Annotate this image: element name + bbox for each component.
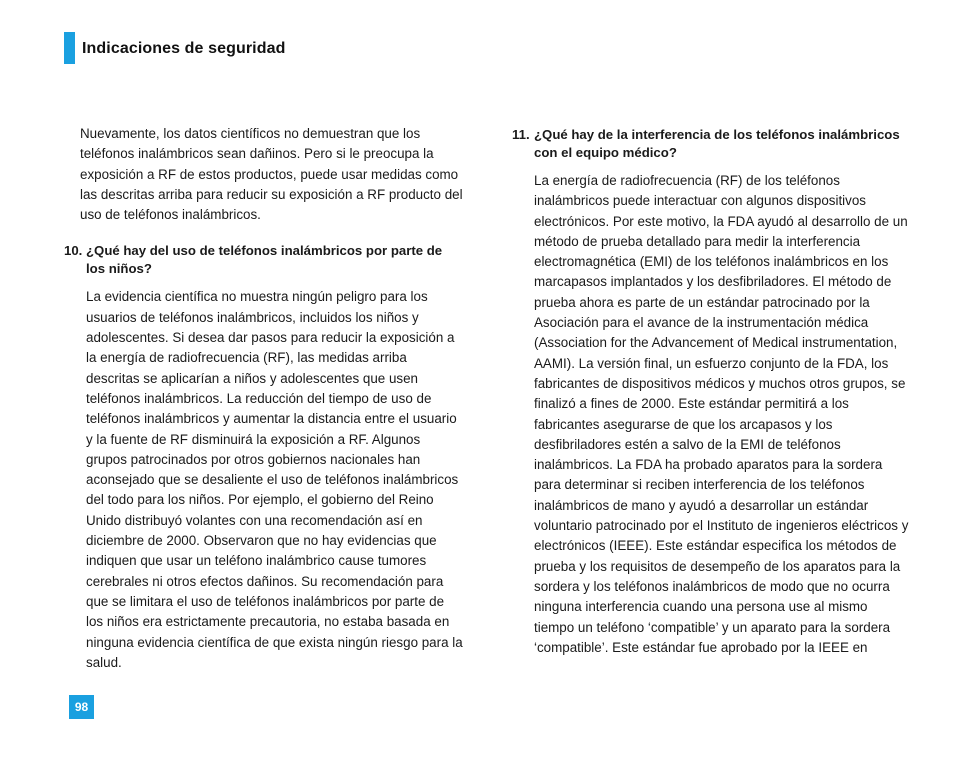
question-heading: ¿Qué hay del uso de teléfonos inalámbricos por parte de los niños? (86, 243, 443, 277)
section-accent-bar (64, 32, 75, 64)
page-number-badge: 98 (69, 695, 94, 719)
answer-paragraph: La evidencia científica no muestra ningún peligro para los usuarios de teléfonos inalámbricos, incluidos los niños y adolescentes. Si desea dar pasos para reducir la exposición a la energía de radiofrecuencia (RF), las medidas arriba descritas se aplicarían a niños y adolescentes que usen teléfonos inalámbricos. La reducción del tiempo de uso de teléfonos inalámbricos y aumentar la distancia entre el usuario y la fuente de RF disminuirá la exposición a RF. Algunos grupos patrocinados por otros gobiernos nacionales han aconsejado que se desaliente el uso de teléfonos inalámbricos del todo para los niños. Por ejemplo, el gobierno del Reino Unido distribuyó volantes con una recomendación así en diciembre de 2000. Observaron que no hay evidencias que indiquen que usar un teléfono inalámbrico cause tumores cerebrales ni otros efectos dañinos. Su recomendación para que se limitara el uso de teléfonos inalámbricos por parte de los niños era estrictamente precautoria, no estaba basada en ninguna evidencia científica de que exista ningún riesgo para la salud. (86, 289, 463, 670)
section-title: Indicaciones de seguridad (82, 40, 286, 57)
question-11 (512, 126, 910, 162)
question-number: 11. (512, 127, 530, 142)
intro-paragraph: Nuevamente, los datos científicos no demuestran que los teléfonos inalámbricos sean dañinos. Pero si le preocupa la exposición a RF de estos productos, puede usar medidas como las descritas arriba para reducir su exposición a RF producto del uso de teléfonos inalámbricos. (80, 126, 463, 223)
right-column (512, 124, 910, 658)
question-number: 10. (64, 243, 83, 259)
left-column (64, 124, 464, 673)
question-heading: ¿Qué hay de la interferencia de los teléfonos inalámbricos con el equipo médico? (534, 127, 900, 160)
question-10 (64, 242, 464, 278)
answer-paragraph: La energía de radiofrecuencia (RF) de los teléfonos inalámbricos puede interactuar con algunos dispositivos electrónicos. Por este motivo, la FDA ayudó al desarrollo de un método de prueba detallado para medir la interferencia electromagnética (EMI) de los teléfonos inalámbricos en los marcapasos implantados y los desfibriladores. El método de prueba ahora es parte de un estándar patrocinado por la Asociación para el avance de la instrumentación médica (Association for the Advancement of Medical instrumentation, AAMI). La versión final, un esfuerzo conjunto de la FDA, los fabricantes de dispositivos médicos y muchos otros grupos, se finalizó a fines de 2000. Este estándar permitirá a los fabricantes asegurarse de que los arcapasos y los desfibriladores estén a salvo de la EMI de teléfonos inalámbricos. La FDA ha probado aparatos para la sordera para determinar si reciben interferencia de los teléfonos inalámbricos de mano y ayudó a desarrollar un estándar voluntario patrocinado por el Instituto de ingenieros eléctricos y electrónicos (IEEE). Este estándar especifica los métodos de prueba y los requisitos de desempeño de los aparatos para la sordera y los teléfonos inalámbricos de modo que no ocurra ninguna interferencia cuando una persona use al mismo tiempo un teléfono ‘compatible’ y un aparato para la sordera ‘compatible’. Este estándar fue aprobado por la IEEE en (534, 173, 909, 655)
